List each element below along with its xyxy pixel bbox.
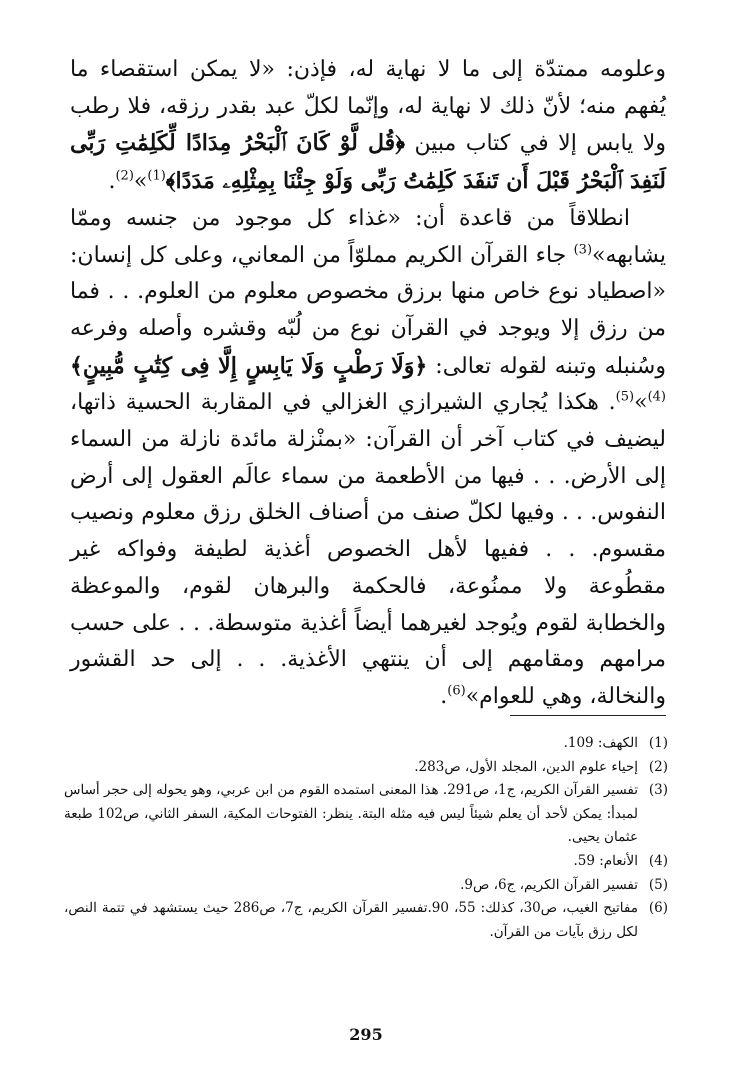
text-segment: . هكذا يُجاري الشيرازي الغزالي في المقاربة الحسية ذاتها، ليضيف في كتاب آخر أن القرآن: «بمنْزلة مائدة نازلة من السماء إلى الأرض. . . فيها من الأطعمة من سماء عالَم العقول إلى أرض النفوس. . . وفيها لكلّ صنف من أصناف الخلق رزق معلوم ونصيب مقسوم. . . ففيها لأهل الخصوص أغذية لطيفة وفواكه غير مقطُوعة ولا ممنُوعة، فالحكمة والبرهان لقوم، والموعظة والخطابة لقوم ويُوجد لغيرهما أيضاً أغذية متوسطة. . . على حسب مرامهم ومقامهم إلى أن ينتهي الأغذية. . . إلى حد القشور والنخالة، وهي للعوام» xyxy=(70,390,666,709)
footnote xyxy=(64,874,668,898)
footnote xyxy=(64,897,668,944)
text-segment: وعلومه ممتدّة إلى ما لا نهاية له، فإذن: «لا يمكن استقصاء ما يُفهم منه؛ لأنّ ذلك لا نهاية له، وإنّما لكلّ عبد بقدر رزقه، فلا رطب ولا يابس إلا في كتاب مبين xyxy=(70,57,666,157)
footnote-reference: (5) xyxy=(615,390,635,405)
text-segment: » xyxy=(133,169,148,195)
footnote xyxy=(64,732,668,756)
footnote-text: إحياء علوم الدين، المجلد الأول، ص283. xyxy=(414,758,638,775)
text-segment: » xyxy=(634,390,648,416)
footnote xyxy=(64,779,668,850)
footnote-number: (2) xyxy=(648,758,668,775)
footnote-number: (4) xyxy=(648,852,668,869)
text-segment: انطلاقاً من قاعدة أن: «غذاء كل موجود من جنسه وممّا يشابهه» xyxy=(70,205,666,268)
footnote-reference: (6) xyxy=(447,683,466,699)
footnote-text: مفاتيح الغيب، ص30، كذلك: 55، 90.تفسير القرآن الكريم، ج7، ص286 حيث يستشهد في تتمة النص، لكل رزق بآيات من القرآن. xyxy=(64,900,638,940)
footnote-reference: (3) xyxy=(573,242,593,258)
paragraph xyxy=(70,201,666,716)
text-segment: . xyxy=(108,169,116,195)
footnote-number: (6) xyxy=(648,900,668,917)
footnote xyxy=(64,756,668,780)
footnote xyxy=(64,850,668,874)
footnote-reference: (2) xyxy=(115,168,134,184)
footnote-text: تفسير القرآن الكريم، ج1، ص291. هذا المعنى استمده القوم من ابن عربي، وهو يحوله إلى حجر أساس لمبدأ: يمكن لأحد أن يعلم شيئاً ليس فيه مثله البتة. ينظر: الفتوحات المكية، السفر الثاني، ص102 طبعة عثمان يحيى. xyxy=(63,782,638,846)
text-segment: جاء القرآن الكريم مملوّاً من المعاني، وعلى كل إنسان: «اصطياد نوع خاص منها برزق مخصوص معلوم من العلوم. . . فما من رزق إلا ويوجد في القرآن نوع من لُبّه وقشره وأصله وفرعه وسُنبله وتبنه لقوله تعالى: xyxy=(70,242,666,379)
footnote-separator xyxy=(510,715,666,716)
footnotes-list xyxy=(64,732,668,944)
footnote-number: (5) xyxy=(648,876,668,893)
main-text xyxy=(70,52,666,716)
footnote-text: الكهف: 109. xyxy=(563,735,638,751)
quran-verse: ﴿قُل لَّوْ كَانَ ٱلْبَحْرُ مِدَادًا لِّكَلِمَٰتِ رَبِّى لَنَفِدَ ٱلْبَحْرُ قَبْلَ أَن تَنفَدَ كَلِمَٰتُ رَبِّى وَلَوْ جِئْنَا بِمِثْلِهِۦ مَدَدًا﴾ xyxy=(70,130,666,195)
page-number: 295 xyxy=(349,1025,383,1044)
paragraph xyxy=(70,52,666,201)
footnote-text: تفسير القرآن الكريم، ج6، ص9. xyxy=(460,876,638,893)
footnote-number: (1) xyxy=(648,735,668,751)
footnote-reference: (1) xyxy=(147,168,166,184)
footnote-text: الأنعام: 59. xyxy=(573,852,638,869)
quran-verse: ﴿وَلَا رَطْبٍ وَلَا يَابِسٍ إِلَّا فِى كِتَٰبٍ مُّبِينٍ﴾ xyxy=(70,352,428,379)
footnote-number: (3) xyxy=(648,782,668,799)
text-segment: . xyxy=(440,683,448,709)
footnote-reference: (4) xyxy=(647,390,666,405)
